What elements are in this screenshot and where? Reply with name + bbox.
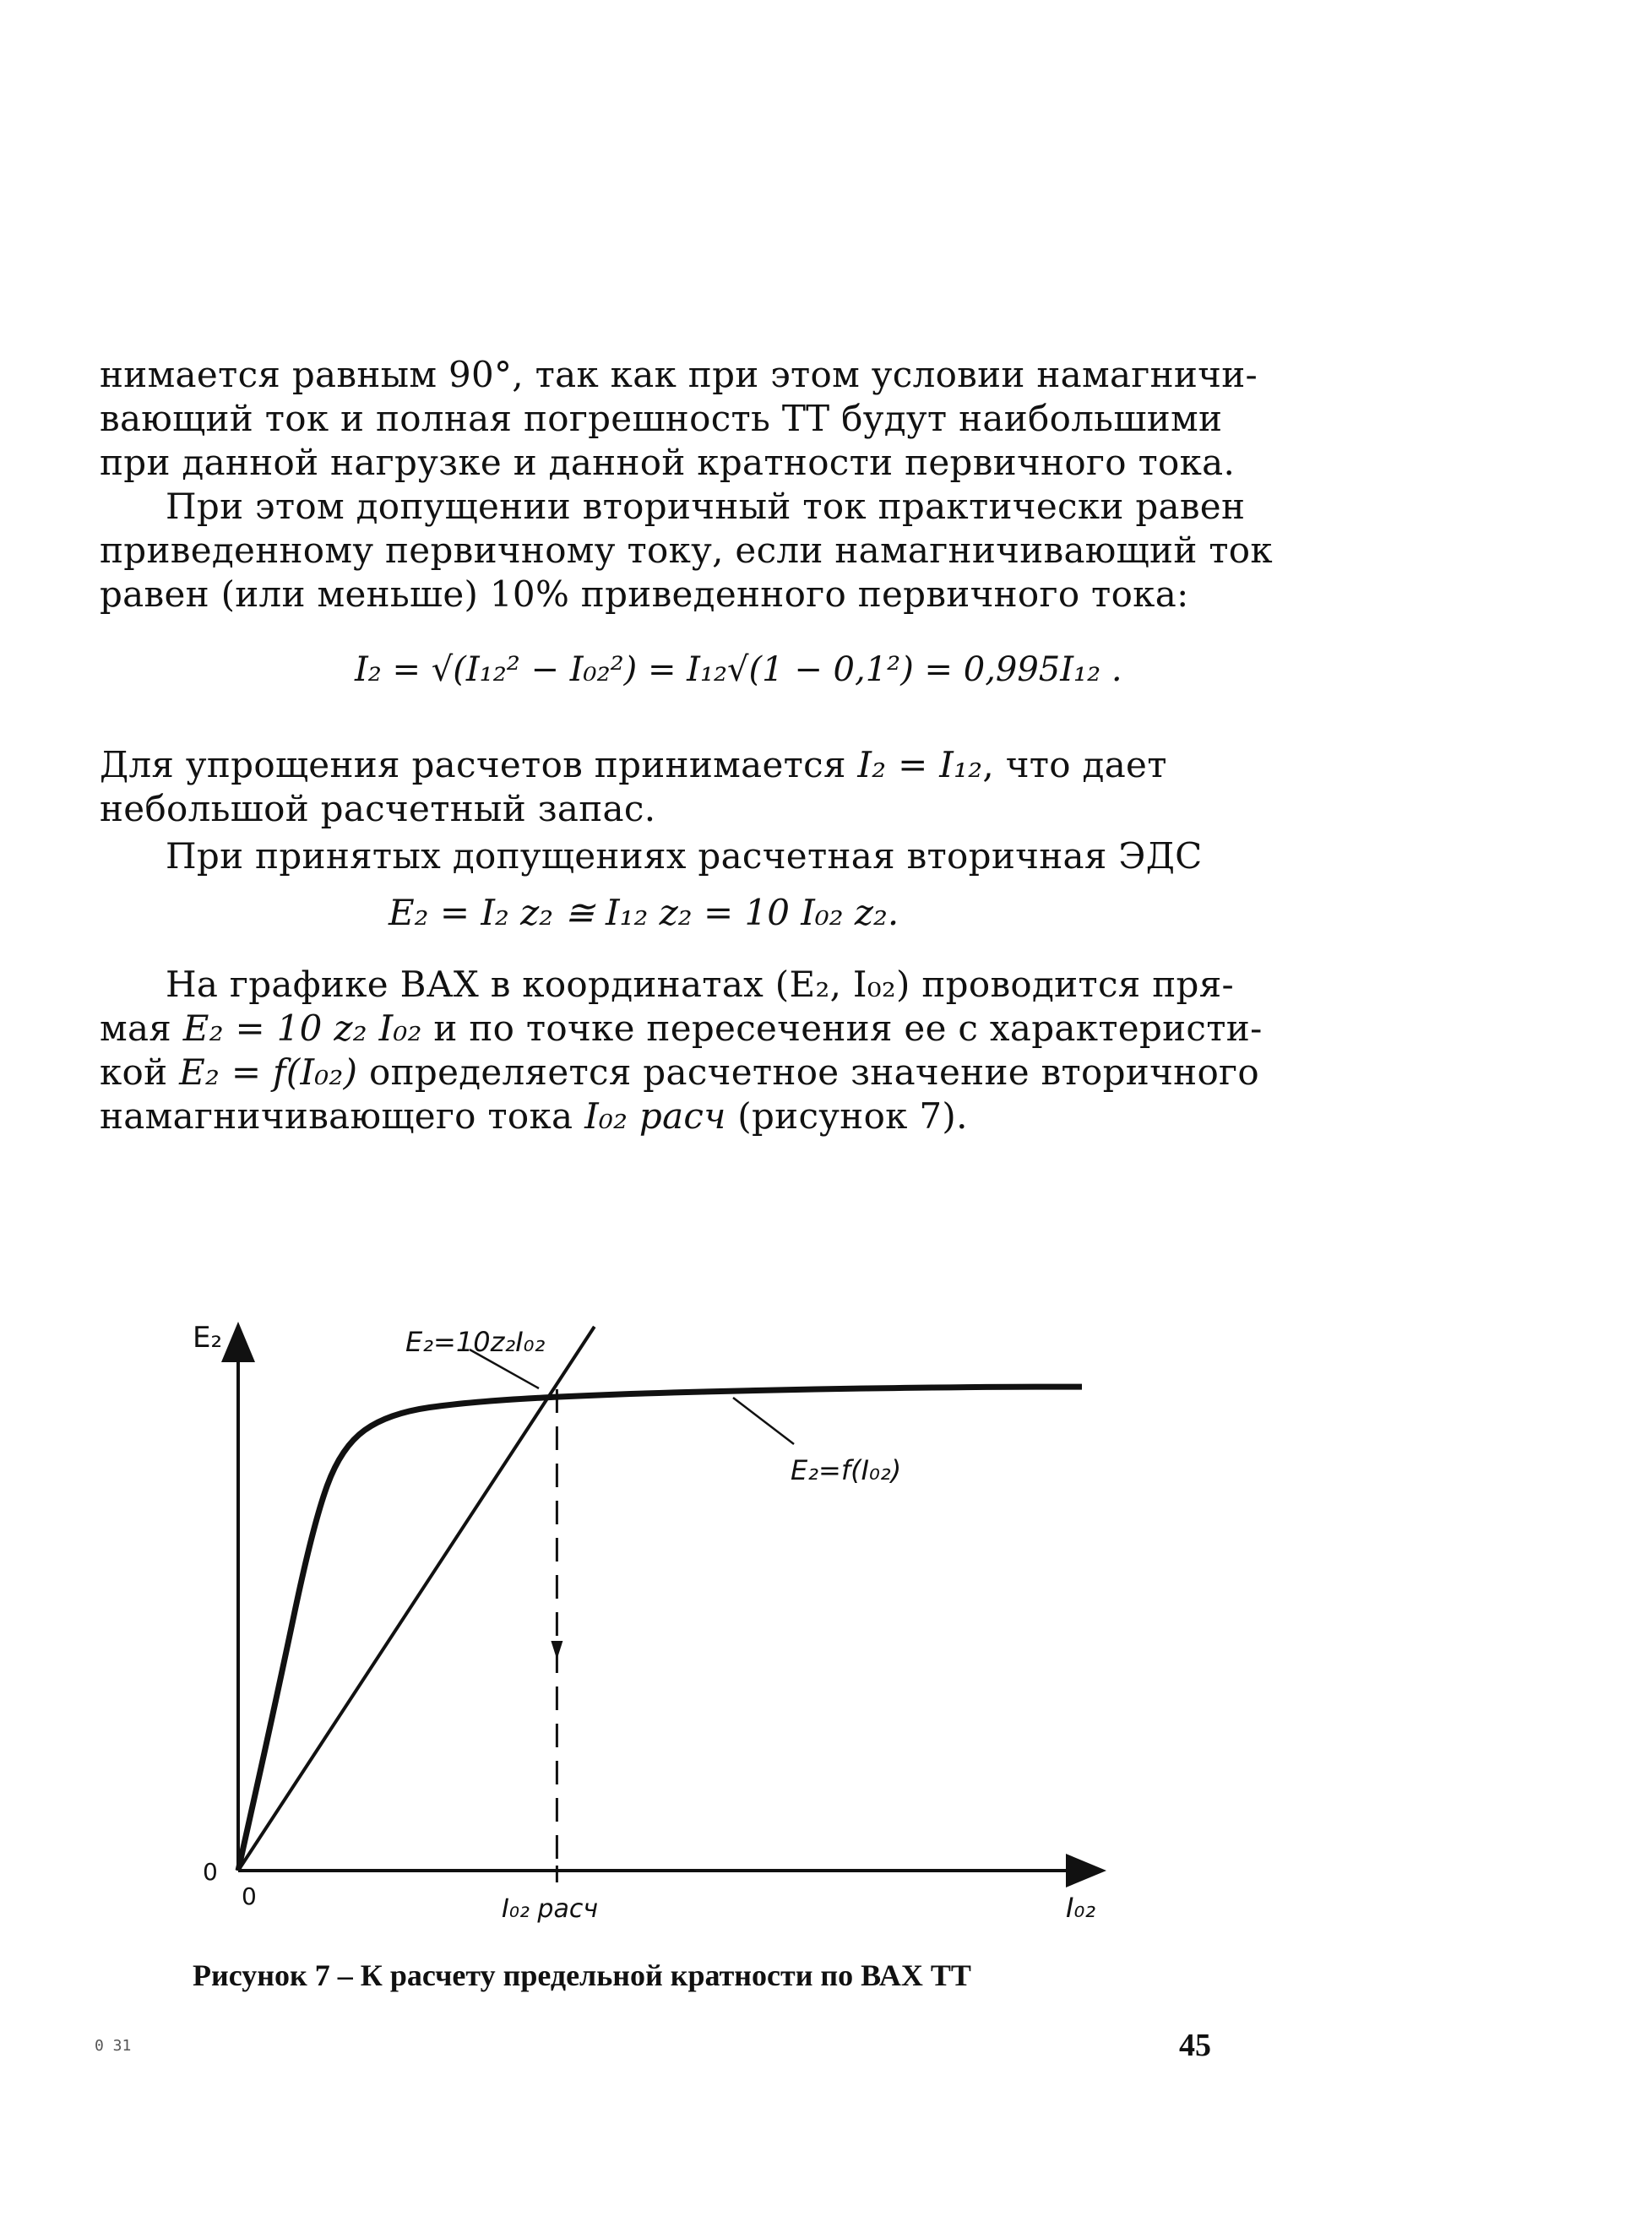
text-span: (рисунок 7). <box>725 1095 968 1137</box>
inline-equation: I₂ = I₁₂ <box>857 744 983 785</box>
figure-caption: Рисунок 7 – К расчету предельной кратности по ВАХ ТТ <box>193 1958 971 1992</box>
text-line: При этом допущении вторичный ток практически равен <box>166 486 1246 527</box>
text-span: , что дает <box>982 744 1167 785</box>
text-line: нимается равным 90°, так как при этом условии намагничи- <box>100 354 1258 395</box>
text-line: небольшой расчетный запас. <box>100 788 656 829</box>
inline-equation: E₂ = 10 z₂ I₀₂ <box>182 1008 422 1049</box>
text-span: и по точке пересечения ее с характеристи- <box>421 1008 1263 1049</box>
origin-y-label: 0 <box>203 1858 218 1886</box>
curve-label: E₂=f(I₀₂) <box>791 1454 902 1486</box>
text-line: вающий ток и полная погрешность ТТ будут наибольшими <box>100 398 1223 439</box>
text-line: при данной нагрузке и данной кратности первичного тока. <box>100 442 1236 483</box>
text-line: равен (или меньше) 10% приведенного первичного тока: <box>100 573 1189 615</box>
characteristic-curve <box>238 1387 1082 1871</box>
text-span: намагничивающего тока <box>100 1095 585 1137</box>
marker-label: I₀₂ расч <box>502 1894 599 1924</box>
y-axis-label: E₂ <box>193 1321 223 1355</box>
text-line: На графике ВАХ в координатах (E₂, I₀₂) проводится пря- <box>166 964 1235 1005</box>
equation-2: E₂ = I₂ z₂ ≅ I₁₂ z₂ = 10 I₀₂ z₂. <box>389 892 899 933</box>
footer-mark: 0 31 <box>95 2037 132 2055</box>
text-span: определяется расчетное значение вторичного <box>357 1051 1259 1093</box>
origin-x-label: 0 <box>242 1882 257 1910</box>
text-span: Для упрощения расчетов принимается <box>100 744 858 785</box>
page-number: 45 <box>1179 2028 1211 2063</box>
inline-equation: E₂ = f(I₀₂) <box>179 1051 358 1093</box>
projection-arrow <box>551 1641 562 1659</box>
x-axis-label: I₀₂ <box>1066 1892 1096 1924</box>
line-label: E₂=10z₂I₀₂ <box>405 1326 546 1358</box>
text-span: кой <box>100 1051 180 1093</box>
text-line: приведенному первичному току, если намагничивающий ток <box>100 530 1273 571</box>
equation-1: I₂ = √(I₁₂² − I₀₂²) = I₁₂√(1 − 0,1²) = 0,995I₁₂ . <box>355 650 1122 689</box>
inline-equation: I₀₂ расч <box>584 1095 726 1137</box>
text-span: мая <box>100 1008 183 1049</box>
curve-label-leader <box>733 1398 794 1444</box>
text-line: При принятых допущениях расчетная вторичная ЭДС <box>166 835 1203 877</box>
